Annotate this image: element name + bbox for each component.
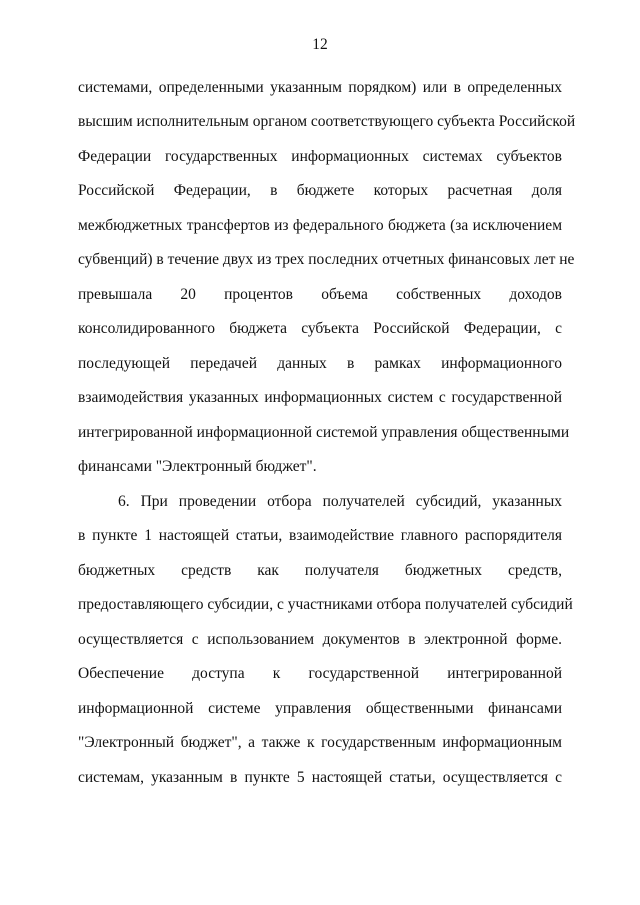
paragraph-2-first-line: 6. При проведении отбора получателей субсидий, указанных [118,493,562,510]
paragraph-2-line: Обеспечение доступа к государственной интегрированной [78,665,562,682]
paragraph-2-line: "Электронный бюджет", а также к государственным информационным [78,734,562,751]
paragraph-1-line: превышала 20 процентов объема собственных доходов [78,286,562,303]
paragraph-2-line: в пункте 1 настоящей статьи, взаимодействие главного распорядителя [78,527,562,544]
paragraph-1-line: финансами "Электронный бюджет". [78,458,317,475]
paragraph-1-line: взаимодействия указанных информационных систем с государственной [78,389,562,406]
paragraph-2-line: информационной системе управления общественными финансами [78,700,562,717]
paragraph-2-line: бюджетных средств как получателя бюджетных средств, [78,562,562,579]
page-number: 12 [312,36,328,53]
paragraph-2-line: осуществляется с использованием документов в электронной форме. [78,631,562,648]
paragraph-2-line: предоставляющего субсидии, с участниками отбора получателей субсидий [78,596,573,613]
paragraph-1-line: системами, определенными указанным порядком) или в определенных [78,79,562,96]
paragraph-1-line: субвенций) в течение двух из трех последних отчетных финансовых лет не [78,251,575,268]
paragraph-1-line: межбюджетных трансфертов из федерального бюджета (за исключением [78,217,562,234]
paragraph-1-line: консолидированного бюджета субъекта Российской Федерации, с [78,320,562,337]
paragraph-2-line: системам, указанным в пункте 5 настоящей статьи, осуществляется с [78,769,562,786]
paragraph-1-line: последующей передачей данных в рамках информационного [78,355,562,372]
paragraph-1-line: Российской Федерации, в бюджете которых расчетная доля [78,182,562,199]
paragraph-1-line: высшим исполнительным органом соответствующего субъекта Российской [78,113,576,130]
paragraph-1-line: интегрированной информационной системой управления общественными [78,424,570,441]
paragraph-1-line: Федерации государственных информационных системах субъектов [78,148,562,165]
